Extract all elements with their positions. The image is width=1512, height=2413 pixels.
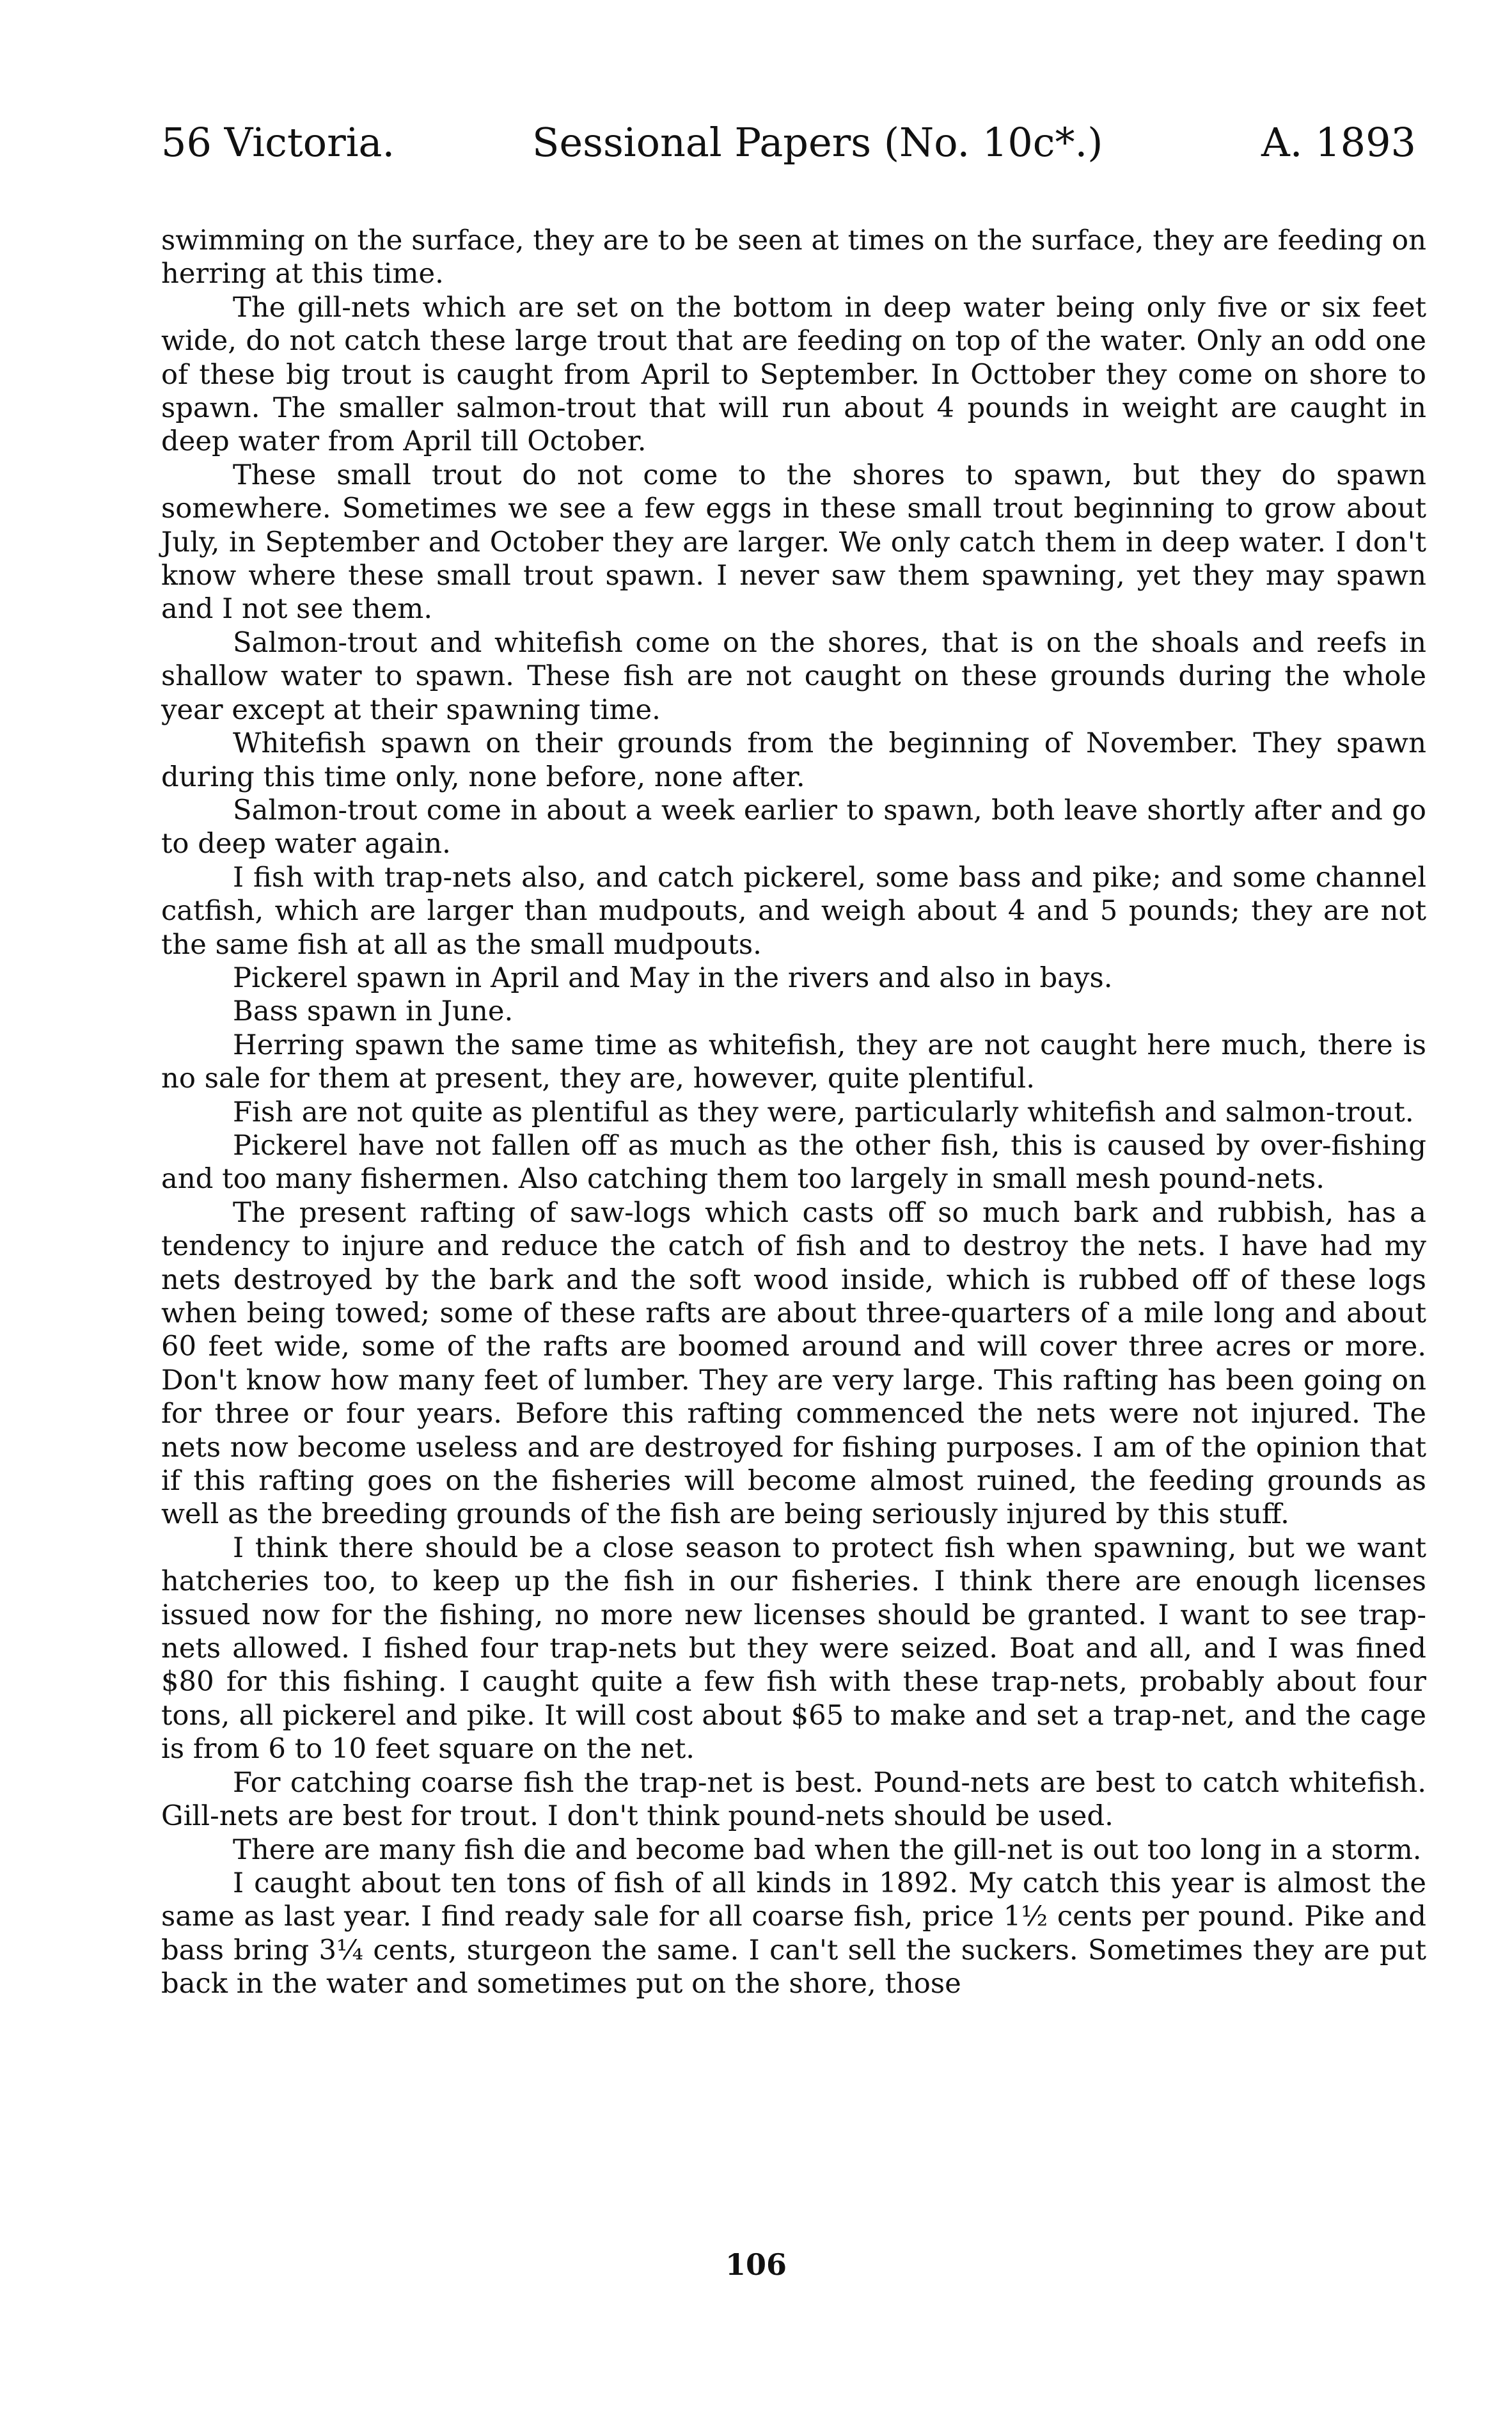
- header-session: 56 Victoria.: [161, 119, 395, 166]
- paragraph: Salmon-trout and whitefish come on the shores, that is on the shoals and reefs in shallow water to spawn. These fish are not caught on these grounds during the whole year except at their spawning time.: [161, 626, 1426, 726]
- paragraph: These small trout do not come to the shores to spawn, but they do spawn somewhere. Sometimes we see a few eggs in these small trout beginning to grow about July, in September and October they are larger. We only catch them in deep water. I don't know where these small trout spawn. I never saw them spawning, yet they may spawn and I not see them.: [161, 459, 1426, 626]
- header-title: Sessional Papers (No. 10c*.): [532, 119, 1103, 166]
- header-year: A. 1893: [1261, 119, 1416, 166]
- paragraph: Bass spawn in June.: [233, 995, 514, 1028]
- paragraph: Pickerel have not fallen off as much as the other fish, this is caused by over-fishing and too many fishermen. Also catching them too largely in small mesh pound-nets.: [161, 1129, 1426, 1196]
- page-number: 106: [725, 2247, 787, 2282]
- paragraph: Herring spawn the same time as whitefish, they are not caught here much, there is no sale for them at present, they are, however, quite plentiful.: [161, 1029, 1426, 1095]
- paragraph: Fish are not quite as plentiful as they were, particularly whitefish and salmon-trout.: [233, 1096, 1414, 1128]
- paragraph: There are many fish die and become bad when the gill-net is out too long in a storm.: [233, 1833, 1422, 1866]
- paragraph: I caught about ten tons of fish of all kinds in 1892. My catch this year is almost the same as last year. I find ready sale for all coarse fish, price 1½ cents per pound. Pike and bass bring 3¼ cents, sturgeon the same. I can't sell the suckers. Sometimes they are put back in the water and sometimes put on the shore, those: [161, 1867, 1426, 2000]
- paragraph: Salmon-trout come in about a week earlier to spawn, both leave shortly after and go to deep water again.: [161, 794, 1426, 860]
- paragraph: The gill-nets which are set on the bottom in deep water being only five or six feet wide, do not catch these large trout that are feeding on top of the water. Only an odd one of these big trout is caught from April to September. In Octtober they come on shore to spawn. The smaller salmon-trout that will run about 4 pounds in weight are caught in deep water from April till October.: [161, 291, 1426, 458]
- body-text: [161, 224, 1426, 2001]
- paragraph: Whitefish spawn on their grounds from the beginning of November. They spawn during this time only, none before, none after.: [161, 727, 1426, 793]
- running-header: [161, 114, 1416, 171]
- paragraph: I fish with trap-nets also, and catch pickerel, some bass and pike; and some channel catfish, which are larger than mudpouts, and weigh about 4 and 5 pounds; they are not the same fish at all as the small mudpouts.: [161, 861, 1426, 961]
- paragraph: The present rafting of saw-logs which casts off so much bark and rubbish, has a tendency to injure and reduce the catch of fish and to destroy the nets. I have had my nets destroyed by the bark and the soft wood inside, which is rubbed off of these logs when being towed; some of these rafts are about three-quarters of a mile long and about 60 feet wide, some of the rafts are boomed around and will cover three acres or more. Don't know how many feet of lumber. They are very large. This rafting has been going on for three or four years. Before this rafting commenced the nets were not injured. The nets now become useless and are destroyed for fishing purposes. I am of the opinion that if this rafting goes on the fisheries will become almost ruined, the feeding grounds as well as the breeding grounds of the fish are being seriously injured by this stuff.: [161, 1196, 1426, 1531]
- paragraph: swimming on the surface, they are to be seen at times on the surface, they are feeding on herring at this time.: [161, 225, 1426, 290]
- paragraph: For catching coarse fish the trap-net is best. Pound-nets are best to catch whitefish. Gill-nets are best for trout. I don't think pound-nets should be used.: [161, 1766, 1426, 1833]
- paragraph: Pickerel spawn in April and May in the rivers and also in bays.: [233, 961, 1113, 994]
- paragraph: I think there should be a close season to protect fish when spawning, but we want hatcheries too, to keep up the fish in our fisheries. I think there are enough licenses issued now for the fishing, no more new licenses should be granted. I want to see trap-nets allowed. I fished four trap-nets but they were seized. Boat and all, and I was fined $80 for this fishing. I caught quite a few fish with these trap-nets, probably about four tons, all pickerel and pike. It will cost about $65 to make and set a trap-net, and the cage is from 6 to 10 feet square on the net.: [161, 1531, 1426, 1766]
